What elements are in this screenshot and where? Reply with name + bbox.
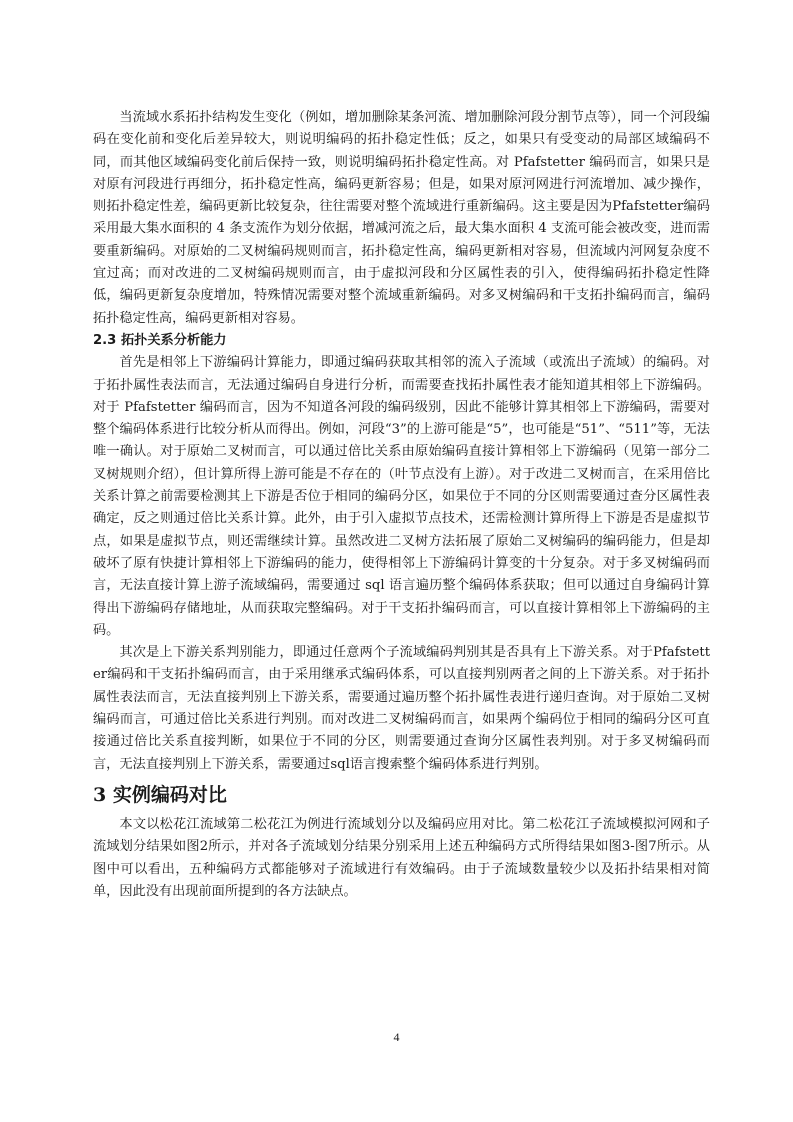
section-heading: 3 实例编码对比 bbox=[93, 783, 227, 806]
page-number: 4 bbox=[393, 1030, 400, 1044]
body-paragraph: 首先是相邻上下游编码计算能力，即通过编码获取其相邻的流入子流域（或流出子流域）的编码。对于拓扑属性表法而言，无法通过编码自身进行分析，而需要查找拓扑属性表才能知道其相邻上下游编码。对于 Pfafstetter 编码而言，因为不知道各河段的编码级别，因此不能够计算其相邻上下游编码，需要对整个编码体系进行比较分析从而得出。例如，河段“3”的上游可能是“5”，也可能是“51”、“511”等，无法唯一确认。对于原始二叉树而言，可以通过倍比关系由原始编码直接计算相邻上下游编码（见第一部分二叉树规则介绍），但计算所得上游可能是不存在的（叶节点没有上游）。对于改进二叉树而言，在采用倍比关系计算之前需要检测其上下游是否位于相同的编码分区，如果位于不同的分区则需要通过查分区属性表确定，反之则通过倍比关系计算。此外，由于引入虚拟节点技术，还需检测计算所得上下游是否是虚拟节点，如果是虚拟节点，则还需继续计算。虽然改进二叉树方法拓展了原始二叉树编码的编码能力，但是却破坏了原有快捷计算相邻上下游编码的能力，使得相邻上下游编码计算变的十分复杂。对于多叉树编码而言，无法直接计算上游子流域编码，需要通过 sql 语言遍历整个编码体系获取；但可以通过自身编码计算得出下游编码存储地址，从而获取完整编码。对于干支拓扑编码而言，可以直接计算相邻上下游编码的主码。 bbox=[93, 355, 710, 638]
body-paragraph: 其次是上下游关系判别能力，即通过任意两个子流域编码判别其是否具有上下游关系。对于Pfafstetter编码和干支拓扑编码而言，由于采用继承式编码体系，可以直接判别两者之间的上下游关系。对于拓扑属性表法而言，无法直接判别上下游关系，需要通过遍历整个拓扑属性表进行递归查询。对于原始二叉树编码而言，可通过倍比关系进行判别。而对改进二叉树编码而言，如果两个编码位于相同的编码分区可直接通过倍比关系直接判断，如果位于不同的分区，则需要通过查询分区属性表判别。对于多叉树编码而言，无法直接判别上下游关系，需要通过sql语言搜索整个编码体系进行判别。 bbox=[93, 645, 710, 772]
body-paragraph: 本文以松花江流域第二松花江为例进行流域划分以及编码应用对比。第二松花江子流域模拟河网和子流域划分结果如图2所示，并对各子流域划分结果分别采用上述五种编码方式所得结果如图3-图7所示。从图中可以看出，五种编码方式都能够对子流域进行有效编码。由于子流域数量较少以及拓扑结果相对简单，因此没有出现前面所提到的各方法缺点。 bbox=[93, 816, 710, 899]
subsection-heading: 2.3 拓扑关系分析能力 bbox=[93, 332, 227, 348]
page-content bbox=[93, 107, 710, 903]
body-paragraph: 当流域水系拓扑结构发生变化（例如，增加删除某条河流、增加删除河段分割节点等），同一个河段编码在变化前和变化后差异较大，则说明编码的拓扑稳定性低；反之，如果只有受变动的局部区域编码不同，而其他区域编码变化前后保持一致，则说明编码拓扑稳定性高。对 Pfafstetter 编码而言，如果只是对原有河段进行再细分，拓扑稳定性高，编码更新容易；但是，如果对原河网进行河流增加、减少操作，则拓扑稳定性差，编码更新比较复杂，往往需要对整个流域进行重新编码。这主要是因为Pfafstetter编码采用最大集水面积的 4 条支流作为划分依据，增减河流之后，最大集水面积 4 支流可能会被改变，进而需要重新编码。对原始的二叉树编码规则而言，拓扑稳定性高，编码更新相对容易，但流域内河网复杂度不宜过高；而对改进的二叉树编码规则而言，由于虚拟河段和分区属性表的引入，使得编码拓扑稳定性降低，编码更新复杂度增加，特殊情况需要对整个流域重新编码。对多叉树编码和干支拓扑编码而言，编码拓扑稳定性高，编码更新相对容易。 bbox=[93, 110, 710, 326]
